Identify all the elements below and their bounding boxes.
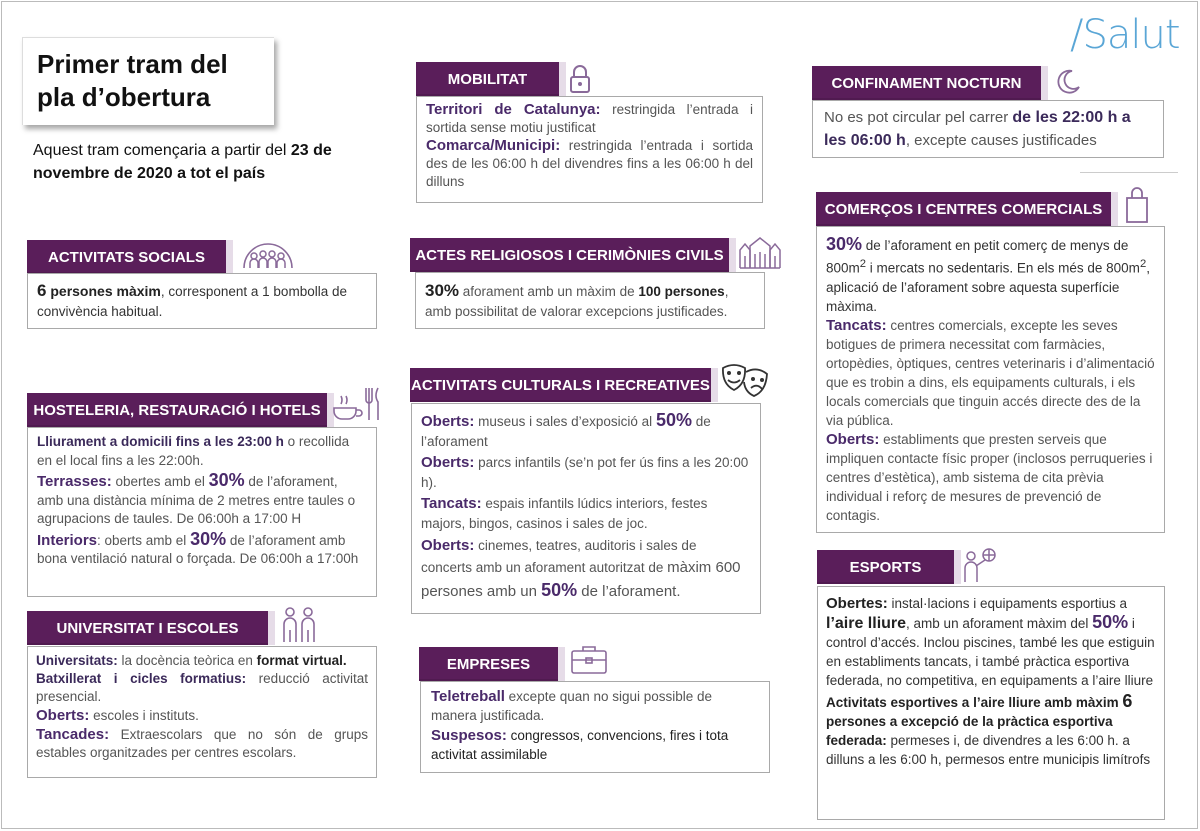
universitat-text-1a: la docència teòrica en [117, 653, 257, 668]
confinament-text-2: , excepte causes justificades [905, 132, 1097, 149]
mobilitat-text-1: restringida l’entrada i sortida sense motiu justificat [426, 102, 753, 135]
page-title [37, 48, 260, 114]
hosteleria-header [27, 393, 334, 427]
hosteleria-text-2b: de l’aforament, amb una distància mínima de 2 metres entre taules o agrupacions de taules. De 06:00h a 17:00 H [37, 474, 356, 526]
comercos-sup-2: 2 [1139, 258, 1147, 270]
moon-icon [1054, 66, 1084, 96]
comercos-text-1a: de l’aforament en petit comerç de menys de 800m [826, 238, 1129, 276]
culturals-text-4d: de l’aforament. [577, 583, 681, 600]
religiosos-text-1: aforament amb un màxim de [459, 284, 639, 299]
intro-lead: Aquest tram començaria a partir del [33, 142, 291, 159]
esports-max: 6 [1122, 691, 1133, 711]
empreses-text-2: congressos, convencions, fires i tota activitat assimilable [431, 728, 729, 762]
comercos-text-1b: i mercats no sedentaris. En els més de 800m [866, 260, 1140, 276]
comercos-sup-1: 2 [859, 258, 867, 270]
universitat-text-1b: format virtual. [256, 653, 347, 668]
divider [1080, 172, 1178, 173]
hosteleria-text-2a: obertes amb el [111, 474, 209, 489]
culturals-text-4a: cinemes, teatres, auditoris i sales de concerts amb un aforament autoritzat de [421, 538, 697, 575]
socials-persons: persones màxim [46, 283, 161, 299]
esports-key-1: Obertes: [826, 595, 888, 612]
shopping-bag-icon [1122, 186, 1152, 224]
hosteleria-text-1: o recollida en el local fins a les 22:00h. [37, 434, 350, 468]
culturals-text-1a: museus i sales d’exposició al [474, 414, 656, 429]
hosteleria-header-label: HOSTELERIA, RESTAURACIÓ I HOTELS [33, 401, 321, 419]
universitat-header [27, 611, 275, 645]
religiosos-max: 100 persones [638, 284, 725, 299]
church-icon [738, 236, 782, 270]
comercos-key-2: Tancats: [826, 316, 887, 334]
socials-header [27, 240, 233, 274]
briefcase-icon [570, 642, 608, 676]
cup-cutlery-icon [332, 386, 382, 422]
mobilitat-key-2: Comarca/Municipi: [426, 137, 561, 154]
comercos-box [816, 226, 1165, 533]
salut-logo: /Salut [1070, 12, 1180, 58]
esports-text-1d: i control d’accés. Inclou piscines, també les que estiguin en establiments tancats, i també pràctica esportiva federada, no competitiva, en equipaments a l’aire lliure [826, 616, 1155, 688]
culturals-text-4b: màxim [667, 559, 712, 576]
comercos-header [816, 192, 1118, 226]
universitat-text-3: escoles i instituts. [89, 708, 199, 723]
empreses-box [420, 681, 770, 773]
theater-masks-icon [720, 362, 770, 400]
sport-icon [962, 546, 998, 584]
confinament-box [812, 100, 1164, 158]
confinament-header [812, 66, 1048, 100]
religiosos-box [415, 272, 765, 329]
universitat-key-3: Oberts: [36, 707, 90, 724]
esports-text-1c: , amb un aforament màxim del [906, 616, 1093, 631]
universitat-text-2: reducció activitat presencial. [36, 671, 369, 704]
intro-date: 23 de novembre de 2020 a tot el país [33, 142, 332, 182]
culturals-pct-4: 50% [541, 580, 578, 600]
culturals-key-3: Tancats: [421, 495, 482, 512]
intro-text [33, 139, 343, 185]
empreses-text-1: excepte quan no sigui possible de manera justificada. [431, 689, 713, 723]
esports-text-1b: l’aire lliure [826, 615, 907, 632]
religiosos-text-2: , amb possibilitat de valorar excepcions justificades. [425, 284, 729, 319]
universitat-text-4: Extraescolars que no són de grups estables organitzades per centres escolars. [36, 727, 368, 760]
comercos-header-label: COMERÇOS I CENTRES COMERCIALS [824, 200, 1103, 218]
esports-text-2a: Activitats esportives a l’aire lliure amb màxim [826, 695, 1123, 710]
esports-header [817, 550, 961, 584]
socials-header-label: ACTIVITATS SOCIALS [48, 248, 205, 266]
religiosos-pct: 30% [425, 281, 460, 300]
hosteleria-delivery: Lliurament a domicili fins a les 23:00 h [37, 434, 284, 449]
culturals-text-4c: 600 persones amb un [421, 559, 741, 600]
religiosos-header-label: ACTES RELIGIOSOS I CERIMÒNIES CIVILS [415, 246, 724, 264]
comercos-pct: 30% [826, 234, 863, 254]
culturals-text-2: parcs infantils (se’n pot fer ús fins a les 20:00 h). [421, 455, 749, 490]
title-line-1: Primer tram del [37, 49, 228, 79]
esports-pct: 50% [1092, 612, 1129, 632]
group-icon [240, 238, 296, 272]
socials-number: 6 [37, 281, 47, 300]
mobilitat-header-label: MOBILITAT [447, 70, 528, 88]
hosteleria-key-2: Terrasses: [37, 473, 112, 490]
culturals-header-label: ACTIVITATS CULTURALS I RECREATIVES [411, 376, 710, 394]
empreses-key-1: Teletreball [431, 688, 505, 705]
title-box [22, 37, 274, 125]
comercos-text-3: establiments que presten serveis que impliquen contacte físic proper (inclosos perruqueries i centres d’estètica), amb sistema de cita prèvia individual i reforç de mesures de prevenció de contagis. [826, 431, 1153, 523]
universitat-key-4: Tancades: [36, 726, 110, 743]
culturals-header [410, 368, 718, 402]
universitat-key-2: Batxillerat i cicles formatius: [36, 671, 247, 686]
esports-text-1a: instal·lacions i equipaments esportius a [887, 596, 1128, 611]
hosteleria-pct-3: 30% [190, 528, 227, 549]
esports-header-label: ESPORTS [849, 558, 922, 576]
hosteleria-text-3a: : oberts amb el [97, 532, 191, 548]
mobilitat-header [416, 62, 566, 96]
religiosos-header [410, 238, 736, 272]
mobilitat-text-2: restringida l’entrada i sortida des de les 06:00 h del divendres fins a les 06:00 h del dilluns [426, 138, 753, 189]
comercos-text-2: centres comercials, excepte les seves botigues de primera necessitat com farmàcies, ortopèdies, òptiques, centres veterinaris i d’alimentació que es trobin a dins, els equipaments culturals, i els locals comercials que tinguin accés directe des de la via pública. [826, 317, 1155, 428]
socials-box [27, 273, 377, 329]
esports-box [817, 586, 1165, 820]
comercos-text-1c: , aplicació de l’aforament sobre aquesta superfície màxima. [826, 260, 1150, 314]
padlock-icon [567, 63, 593, 95]
universitat-key-1: Universitats: [36, 653, 118, 668]
hosteleria-pct-2: 30% [208, 470, 245, 490]
mobilitat-key-1: Territori de Catalunya: [426, 101, 601, 118]
confinament-header-label: CONFINAMENT NOCTURN [831, 74, 1022, 92]
universitat-box [27, 646, 377, 778]
culturals-text-1b: de l’aforament [421, 414, 711, 449]
culturals-key-2: Oberts: [421, 454, 475, 471]
mobilitat-box [416, 96, 763, 203]
esports-text-2b: persones a excepció de la pràctica esportiva federada: [826, 714, 1113, 748]
people-icon [280, 604, 320, 646]
culturals-key-4: Oberts: [421, 537, 475, 554]
esports-text-2c: permeses i, de divendres a les 6:00 h. a dilluns a les 6:00 h, permesos entre municipis limítrofs [826, 733, 1151, 767]
confinament-hours: de les 22:00 h a les 06:00 h [824, 109, 1131, 149]
culturals-pct-1: 50% [655, 410, 692, 430]
culturals-box [411, 403, 761, 614]
culturals-key-1: Oberts: [421, 413, 475, 430]
empreses-key-2: Suspesos: [431, 727, 507, 744]
comercos-key-3: Oberts: [826, 430, 880, 448]
confinament-text-1: No es pot circular pel carrer [824, 109, 1013, 126]
empreses-header [419, 647, 565, 681]
universitat-header-label: UNIVERSITAT I ESCOLES [56, 619, 239, 637]
hosteleria-text-3b: de l’aforament amb bona ventilació natural o forçada. De 06:00h a 17:00h [37, 532, 359, 566]
hosteleria-key-3: Interiors [37, 531, 98, 549]
hosteleria-box [27, 427, 377, 597]
empreses-header-label: EMPRESES [446, 655, 531, 673]
socials-text: , corresponent a 1 bombolla de convivència habitual. [37, 284, 347, 319]
title-line-2: pla d’obertura [37, 82, 211, 112]
culturals-text-3: espais infantils lúdics interiors, festes majors, bingos, casinos i sales de joc. [421, 496, 708, 531]
